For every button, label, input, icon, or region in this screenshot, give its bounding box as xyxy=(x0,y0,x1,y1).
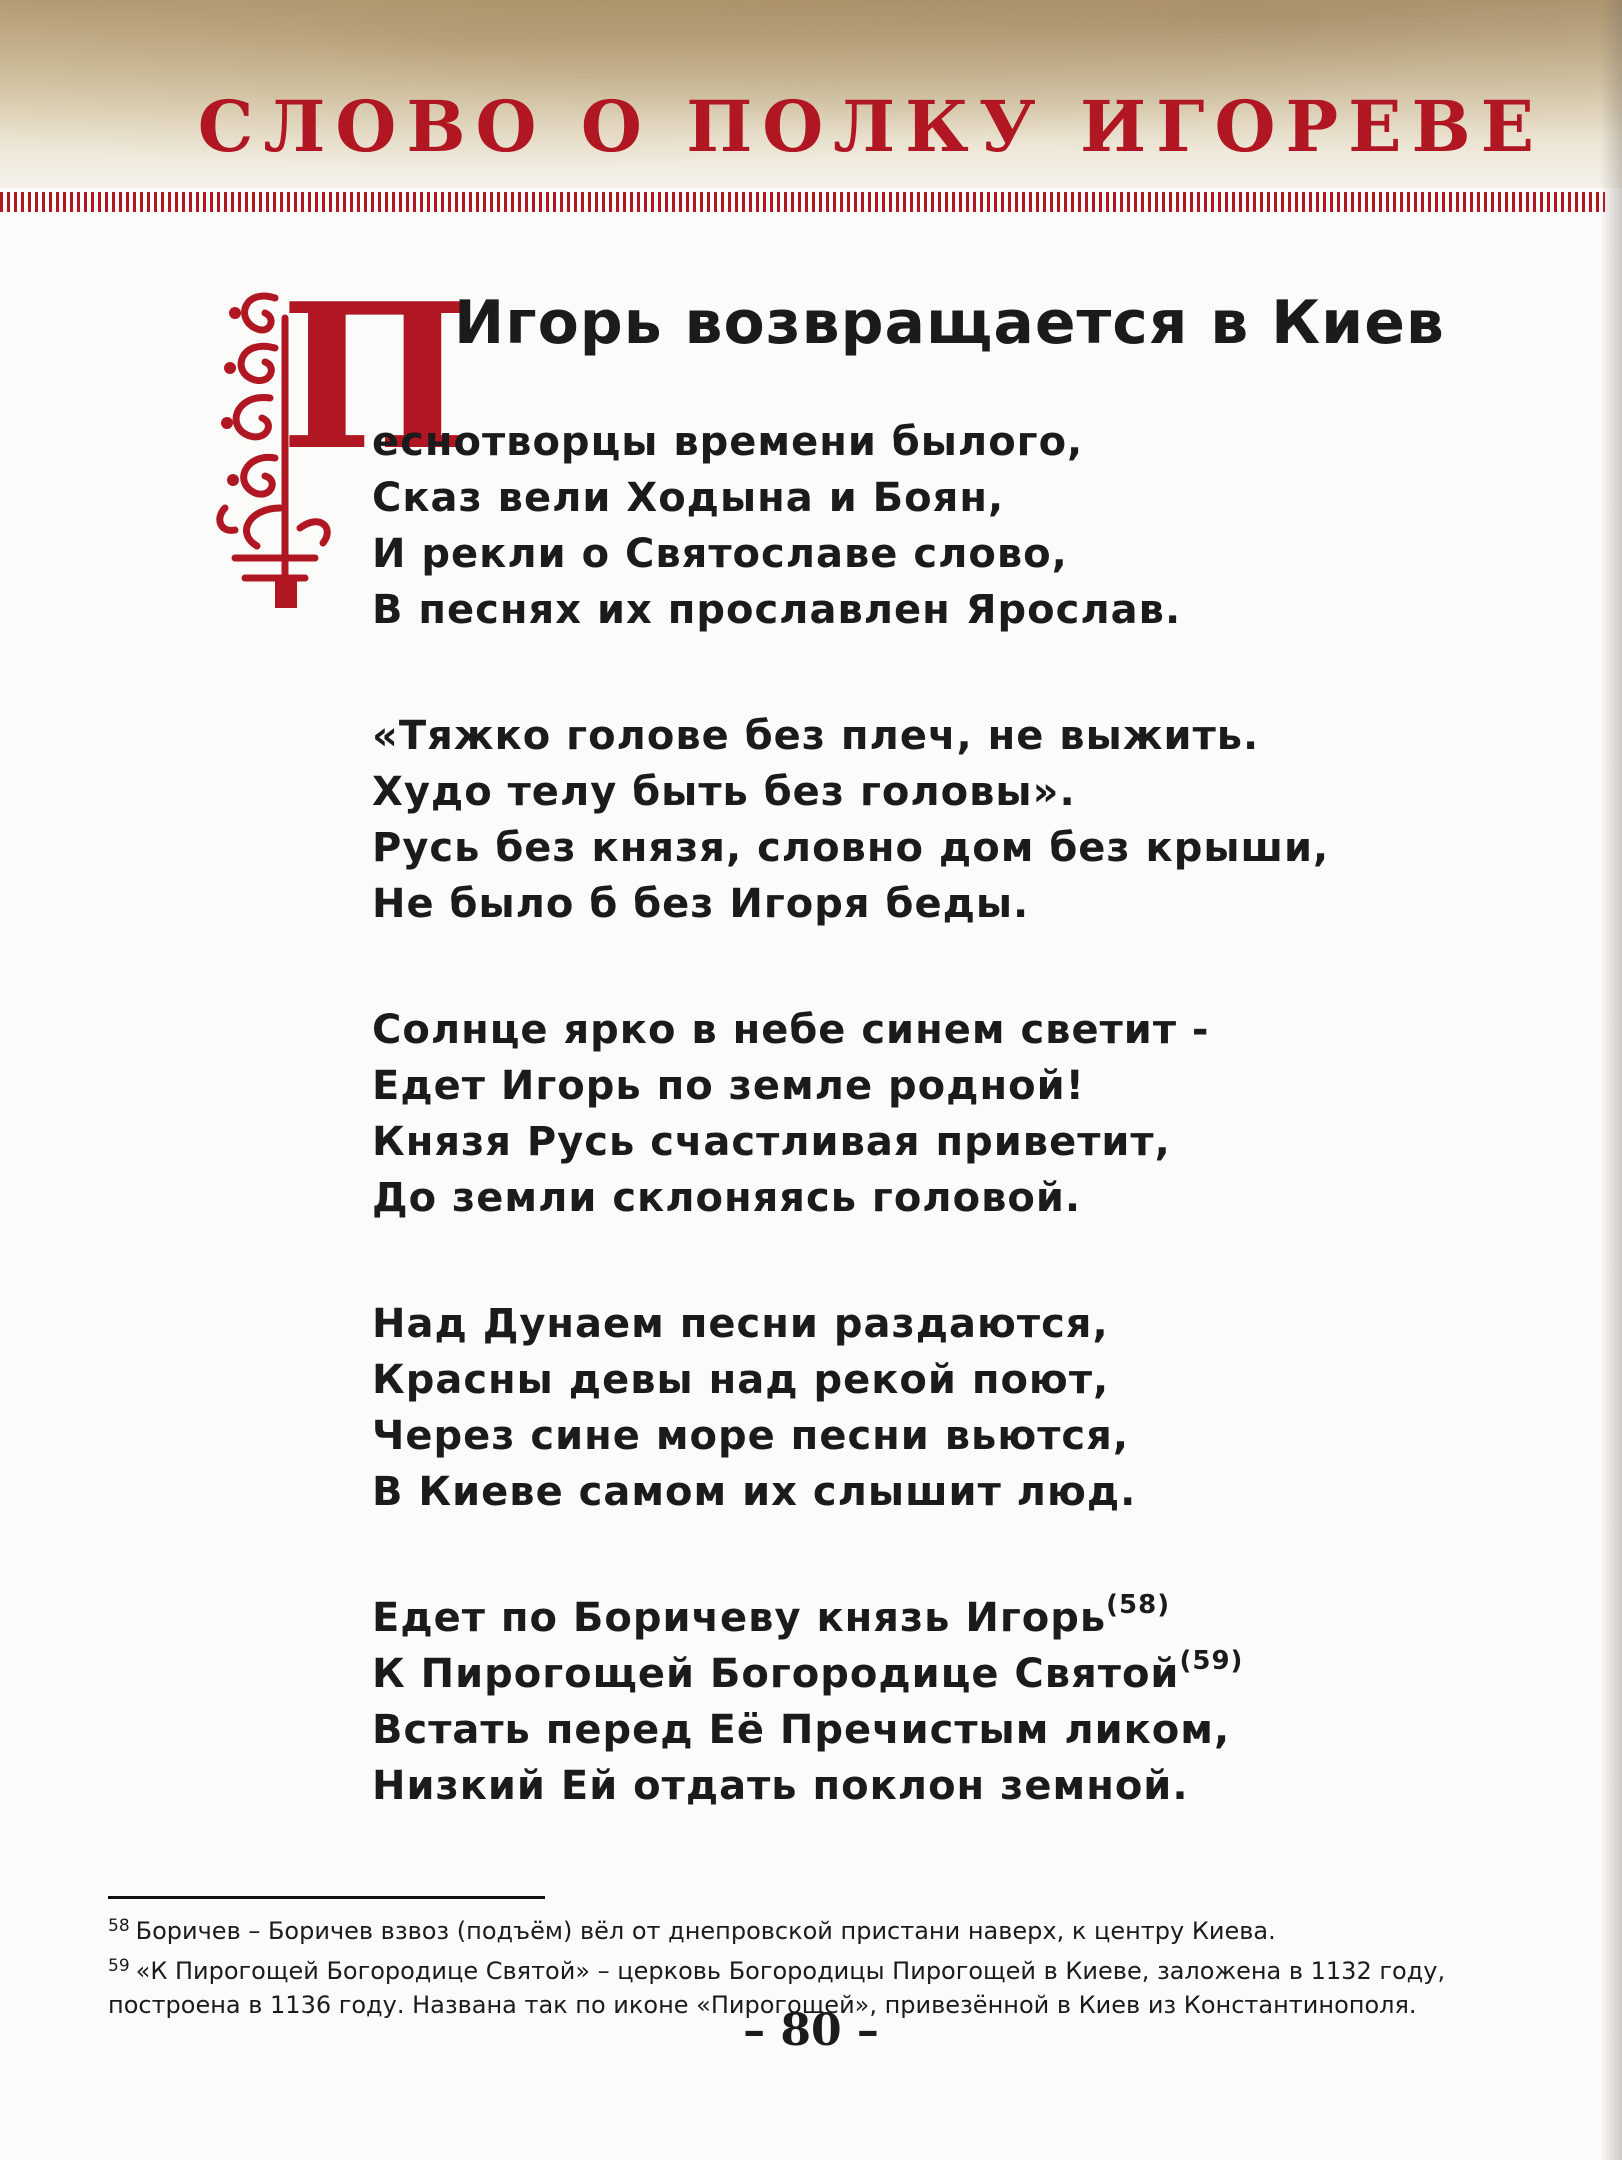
poem-line: Через сине море песни вьются, xyxy=(372,1413,1130,1459)
stanza xyxy=(372,1590,1472,1814)
poem-line: Князя Русь счастливая приветит, xyxy=(372,1119,1171,1165)
parchment-header xyxy=(0,0,1622,188)
poem-line: Едет Игорь по земле родной! xyxy=(372,1063,1085,1109)
poem-line: «Тяжко голове без плеч, не выжить. xyxy=(372,713,1260,759)
footnote-divider xyxy=(108,1896,545,1899)
ornamental-red-rule xyxy=(0,192,1605,212)
footnote-number: 59 xyxy=(108,1956,130,1976)
drop-cap-letter: П xyxy=(280,260,469,495)
poem-line: Сказ вели Ходына и Боян, xyxy=(372,475,1005,521)
poem-line: В песнях их прославлен Ярослав. xyxy=(372,587,1182,633)
poem-line-with-footnote xyxy=(372,1646,1472,1702)
poem-line: Худо телу быть без головы». xyxy=(372,769,1076,815)
poem-line-with-footnote xyxy=(372,1590,1472,1646)
poem-line: Над Дунаем песни раздаются, xyxy=(372,1301,1109,1347)
poem-line: еснотворцы времени былого, xyxy=(372,419,1084,465)
footnote-58 xyxy=(108,1914,1548,1948)
book-title: СЛОВО О ПОЛКУ ИГОРЕВЕ xyxy=(197,85,1544,168)
footnote-number: 58 xyxy=(108,1916,130,1936)
poem-line: Не было б без Игоря беды. xyxy=(372,881,1030,927)
stanza xyxy=(372,414,1472,638)
footnote-ref-58[interactable]: (58) xyxy=(1106,1590,1171,1620)
poem-line: И рекли о Святославе слово, xyxy=(372,531,1068,577)
poem-line: Низкий Ей отдать поклон земной. xyxy=(372,1763,1189,1809)
poem-line-text: Едет по Боричеву князь Игорь xyxy=(372,1595,1107,1641)
poem-line: Солнце ярко в небе синем светит - xyxy=(372,1007,1210,1053)
chapter-title: Игорь возвращается в Киев xyxy=(454,288,1445,358)
page-gutter-shadow xyxy=(1600,0,1622,2160)
stanza xyxy=(372,1296,1472,1520)
stanza xyxy=(372,708,1472,932)
page-number: – 80 – xyxy=(743,2005,879,2056)
poem-line: Русь без князя, словно дом без крыши, xyxy=(372,825,1330,871)
footnote-ref-59[interactable]: (59) xyxy=(1179,1646,1244,1676)
poem-line: Встать перед Её Пречистым ликом, xyxy=(372,1707,1231,1753)
poem-line-text: К Пирогощей Богородице Святой xyxy=(372,1651,1180,1697)
stanza xyxy=(372,1002,1472,1226)
footnote-text: «К Пирогощей Богородице Святой» – церковь Богородицы Пирогощей в Киеве, заложена в 1132 году, построена в 1136 году. Названа так по иконе «Пирогощей», привезённой в Киев из Константинополя. xyxy=(108,1957,1446,2019)
poem-line: До земли склоняясь головой. xyxy=(372,1175,1082,1221)
drop-cap-ornament xyxy=(205,258,469,618)
poem-line: Красны девы над рекой поют, xyxy=(372,1357,1110,1403)
poem-line: В Киеве самом их слышит люд. xyxy=(372,1469,1137,1515)
footnote-text: Боричев – Боричев взвоз (подъём) вёл от днепровской пристани наверх, к центру Киева. xyxy=(135,1917,1276,1945)
poem-body xyxy=(372,414,1472,1884)
